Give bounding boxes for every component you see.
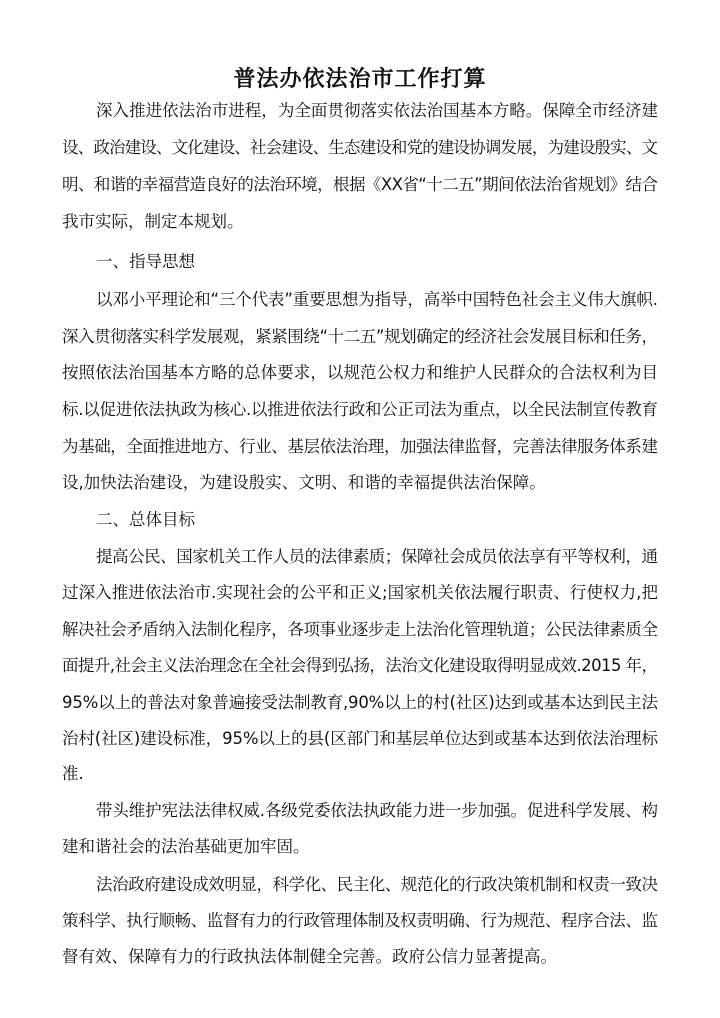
paragraph-line: 准.: [62, 764, 84, 783]
paragraph-line: 按照依法治国基本方略的总体要求，以规范公权力和维护人民群众的合法权利为目: [62, 363, 659, 382]
paragraph-line: 过深入推进依法治市.实现社会的公平和正义;国家机关依法履行职责、行使权力,把: [62, 583, 659, 602]
section-heading: 二、总体目标: [96, 510, 195, 529]
paragraph-line: 面提升,社会主义法治理念在全社会得到弘扬，法治文化建设取得明显成效.2015 年，: [62, 656, 658, 675]
paragraph-line: 标.以促进依法执政为核心.以推进依法行政和公正司法为重点，以全民法制宣传教育: [62, 400, 658, 419]
paragraph-line: 深入推进依法治市进程，为全面贯彻落实依法治国基本方略。保障全市经济建: [96, 101, 659, 120]
paragraph-line: 提高公民、国家机关工作人员的法律素质；保障社会成员依法享有平等权利，通: [96, 547, 658, 566]
paragraph-line: 策科学、执行顺畅、监督有力的行政管理体制及权责明确、行为规范、程序合法、监: [62, 911, 658, 930]
paragraph-line: 建和谐社会的法治基础更加牢固。: [62, 837, 310, 856]
paragraph-line: 带头维护宪法法律权威.各级党委依法执政能力进一步加强。促进科学发展、构: [96, 801, 658, 820]
paragraph-line: 深入贯彻落实科学发展观，紧紧围绕“十二五”规划确定的经济社会发展目标和任务，: [62, 327, 658, 346]
page-title: 普法办依法治市工作打算: [233, 67, 487, 92]
paragraph-line: 95%以上的普法对象普遍接受法制教育,90%以上的村(社区)达到或基本达到民主法: [62, 693, 658, 712]
paragraph-line: 治村(社区)建设标准，95%以上的县(区部门和基层单位达到或基本达到依法治理标: [62, 729, 658, 748]
section-heading: 一、指导思想: [96, 252, 195, 271]
paragraph-line: 法治政府建设成效明显，科学化、民主化、规范化的行政决策机制和权责一致决: [96, 875, 658, 894]
paragraph-line: 为基础，全面推进地方、行业、基层依法治理，加强法律监督，完善法律服务体系建: [62, 437, 658, 456]
paragraph-line: 设、政治建设、文化建设、社会建设、生态建设和党的建设协调发展，为建设殷实、文: [62, 138, 658, 157]
paragraph-line: 我市实际，制定本规划。: [62, 212, 244, 231]
paragraph-line: 督有效、保障有力的行政执法体制健全完善。政府公信力显著提高。: [62, 947, 557, 966]
paragraph-line: 以邓小平理论和“三个代表”重要思想为指导，高举中国特色社会主义伟大旗帜.: [96, 290, 658, 309]
paragraph-line: 设,加快法治建设，为建设殷实、文明、和谐的幸福提供法治保障。: [62, 473, 546, 492]
paragraph-line: 明、和谐的幸福营造良好的法治环境，根据《XX省“十二五”期间依法治省规划》结合: [62, 175, 658, 194]
paragraph-line: 解决社会矛盾纳入法制化程序，各项事业逐步走上法治化管理轨道；公民法律素质全: [62, 620, 658, 639]
